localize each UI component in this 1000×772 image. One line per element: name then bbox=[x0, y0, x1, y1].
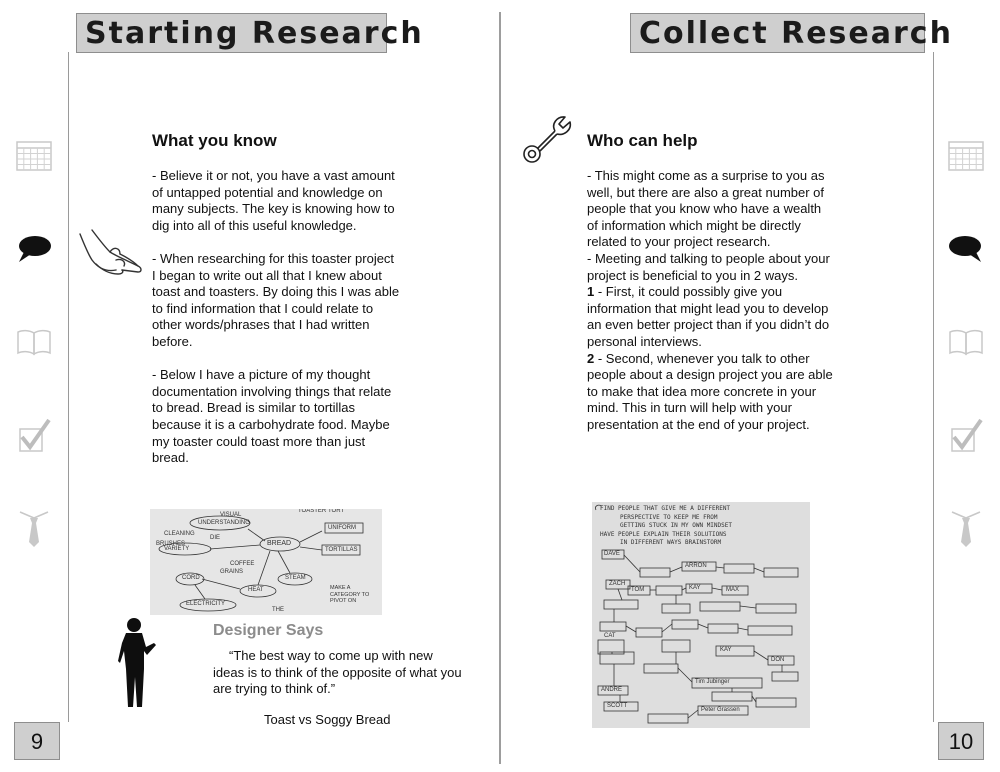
book-spine bbox=[499, 12, 501, 764]
right-chapter-title: Collect Research bbox=[630, 13, 925, 53]
paragraph: - Below I have a picture of my thought documentation involving things that relate to bread. Bread is similar to tortillas because it is a carbohydrate food. Maybe my toaster could toast more than just bread. bbox=[152, 367, 392, 466]
sketch-label: MAX bbox=[726, 587, 740, 593]
wrench-icon bbox=[521, 114, 575, 171]
left-side-nav bbox=[14, 136, 54, 601]
right-page-number: 10 bbox=[938, 722, 984, 760]
sketch-label: VISUAL bbox=[220, 512, 242, 518]
sketch-label: ELECTRICITY bbox=[186, 601, 226, 607]
designer-quote: “The best way to come up with new ideas is to think of the opposite of what you are trying to think of.” bbox=[213, 648, 462, 697]
sketch-note: GETTING STUCK IN MY OWN MINDSET bbox=[620, 522, 732, 529]
designer-silhouette-icon bbox=[116, 617, 160, 714]
sketch-label: DAVE bbox=[604, 551, 620, 557]
sketch-label: KAY bbox=[689, 585, 701, 591]
sketch-label: VARIETY bbox=[164, 546, 190, 552]
right-section-heading: Who can help bbox=[587, 131, 698, 150]
sketch-label: Tim Jubinger bbox=[695, 679, 730, 685]
open-book-icon[interactable] bbox=[946, 322, 986, 362]
speech-bubble-icon[interactable] bbox=[946, 229, 986, 269]
sketch-label: STEAM bbox=[285, 575, 306, 581]
sketch-label: TORT bbox=[328, 509, 345, 514]
sketch-label: TORTILLAS bbox=[325, 547, 358, 553]
sketch-label: ARRON bbox=[685, 563, 707, 569]
point-number: 2 bbox=[587, 350, 595, 366]
calendar-icon[interactable] bbox=[14, 136, 54, 176]
right-body-text bbox=[587, 168, 833, 434]
sketch-label: KAY bbox=[720, 647, 732, 653]
paragraph: - This might come as a surprise to you as well, but there are also a great number of people that you know who have a wealth of information which might be directly related to your project research. bbox=[587, 168, 825, 250]
sketch-note: HAVE PEOPLE EXPLAIN THEIR SOLUTIONS bbox=[600, 530, 727, 538]
sketch-label: UNDERSTANDING bbox=[198, 520, 250, 526]
necktie-icon[interactable] bbox=[946, 508, 986, 548]
sketch-label: GRAINS bbox=[220, 569, 244, 575]
sketch-header-notes bbox=[600, 505, 808, 548]
calendar-icon[interactable] bbox=[946, 136, 986, 176]
sketch-label: CAT bbox=[604, 633, 616, 639]
paragraph: - Believe it or not, you have a vast amount of untapped potential and knowledge on many subjects. The key is knowing how to dig into all of this useful knowledge. bbox=[152, 168, 395, 233]
sketch-label: DON bbox=[771, 657, 785, 663]
paragraph: - Meeting and talking to people about your project is beneficial to you in 2 ways. bbox=[587, 250, 830, 283]
sketch-note: PERSPECTIVE TO KEEP ME FROM bbox=[620, 513, 718, 521]
necktie-icon[interactable] bbox=[14, 508, 54, 548]
checkmark-icon[interactable] bbox=[14, 415, 54, 455]
sketch-label: ZACH bbox=[609, 581, 626, 587]
right-side-nav bbox=[946, 136, 986, 601]
sketch-label: TOASTER bbox=[298, 509, 327, 514]
open-book-icon[interactable] bbox=[14, 322, 54, 362]
sketch-label: UNIFORM bbox=[328, 525, 356, 531]
sketch-label: DIE bbox=[210, 535, 221, 541]
left-page-number: 9 bbox=[14, 722, 60, 760]
sketch-note: IN DIFFERENT WAYS BRAINSTORM bbox=[620, 539, 722, 546]
sketch-label: BRUSHES bbox=[156, 541, 186, 547]
quote-caption: Toast vs Soggy Bread bbox=[264, 712, 391, 727]
left-chapter-title: Starting Research bbox=[76, 13, 387, 53]
sketch-label: SCOTT bbox=[607, 703, 628, 709]
sketch-note: FIND PEOPLE THAT GIVE ME A DIFFERENT bbox=[600, 505, 731, 512]
bread-mindmap-sketch bbox=[150, 509, 382, 615]
point-number: 1 bbox=[587, 284, 595, 300]
left-body-text bbox=[152, 168, 400, 467]
sketch-label: CLEANING bbox=[164, 531, 195, 537]
checkmark-icon[interactable] bbox=[946, 415, 986, 455]
sketch-label: THE bbox=[272, 607, 284, 613]
point-text: - Second, whenever you talk to other people about a design project you are able to make that idea more concrete in your mind. This in turn will help with your presentation at the end of your project. bbox=[587, 350, 833, 432]
sketch-label: Peter Grassen bbox=[701, 707, 740, 713]
sketch-label: CORD bbox=[182, 575, 200, 581]
sketch-label: HEAT bbox=[248, 587, 264, 593]
paragraph: - When researching for this toaster project I began to write out all that I knew about toast and toasters. By doing this I was able to find information that I could relate to other words/phrases that I had written before. bbox=[152, 250, 400, 349]
pointing-hand-icon bbox=[76, 224, 146, 285]
sketch-label: BREAD bbox=[267, 540, 292, 547]
designer-says-title: Designer Says bbox=[213, 622, 324, 639]
sketch-label: MAKE A CATEGORY TO PIVOT ON bbox=[330, 585, 370, 604]
sketch-label: COFFEE bbox=[230, 561, 255, 567]
people-network-sketch bbox=[592, 502, 810, 728]
left-section-heading: What you know bbox=[152, 131, 277, 150]
point-text: - First, it could possibly give you information that might lead you to develop an even better project than if you didn’t do personal interviews. bbox=[587, 284, 830, 349]
numbered-point bbox=[587, 284, 833, 350]
numbered-point bbox=[587, 351, 833, 434]
speech-bubble-icon[interactable] bbox=[14, 229, 54, 269]
sketch-label: ANDRE bbox=[601, 687, 623, 693]
sketch-label: TOM bbox=[631, 587, 645, 593]
